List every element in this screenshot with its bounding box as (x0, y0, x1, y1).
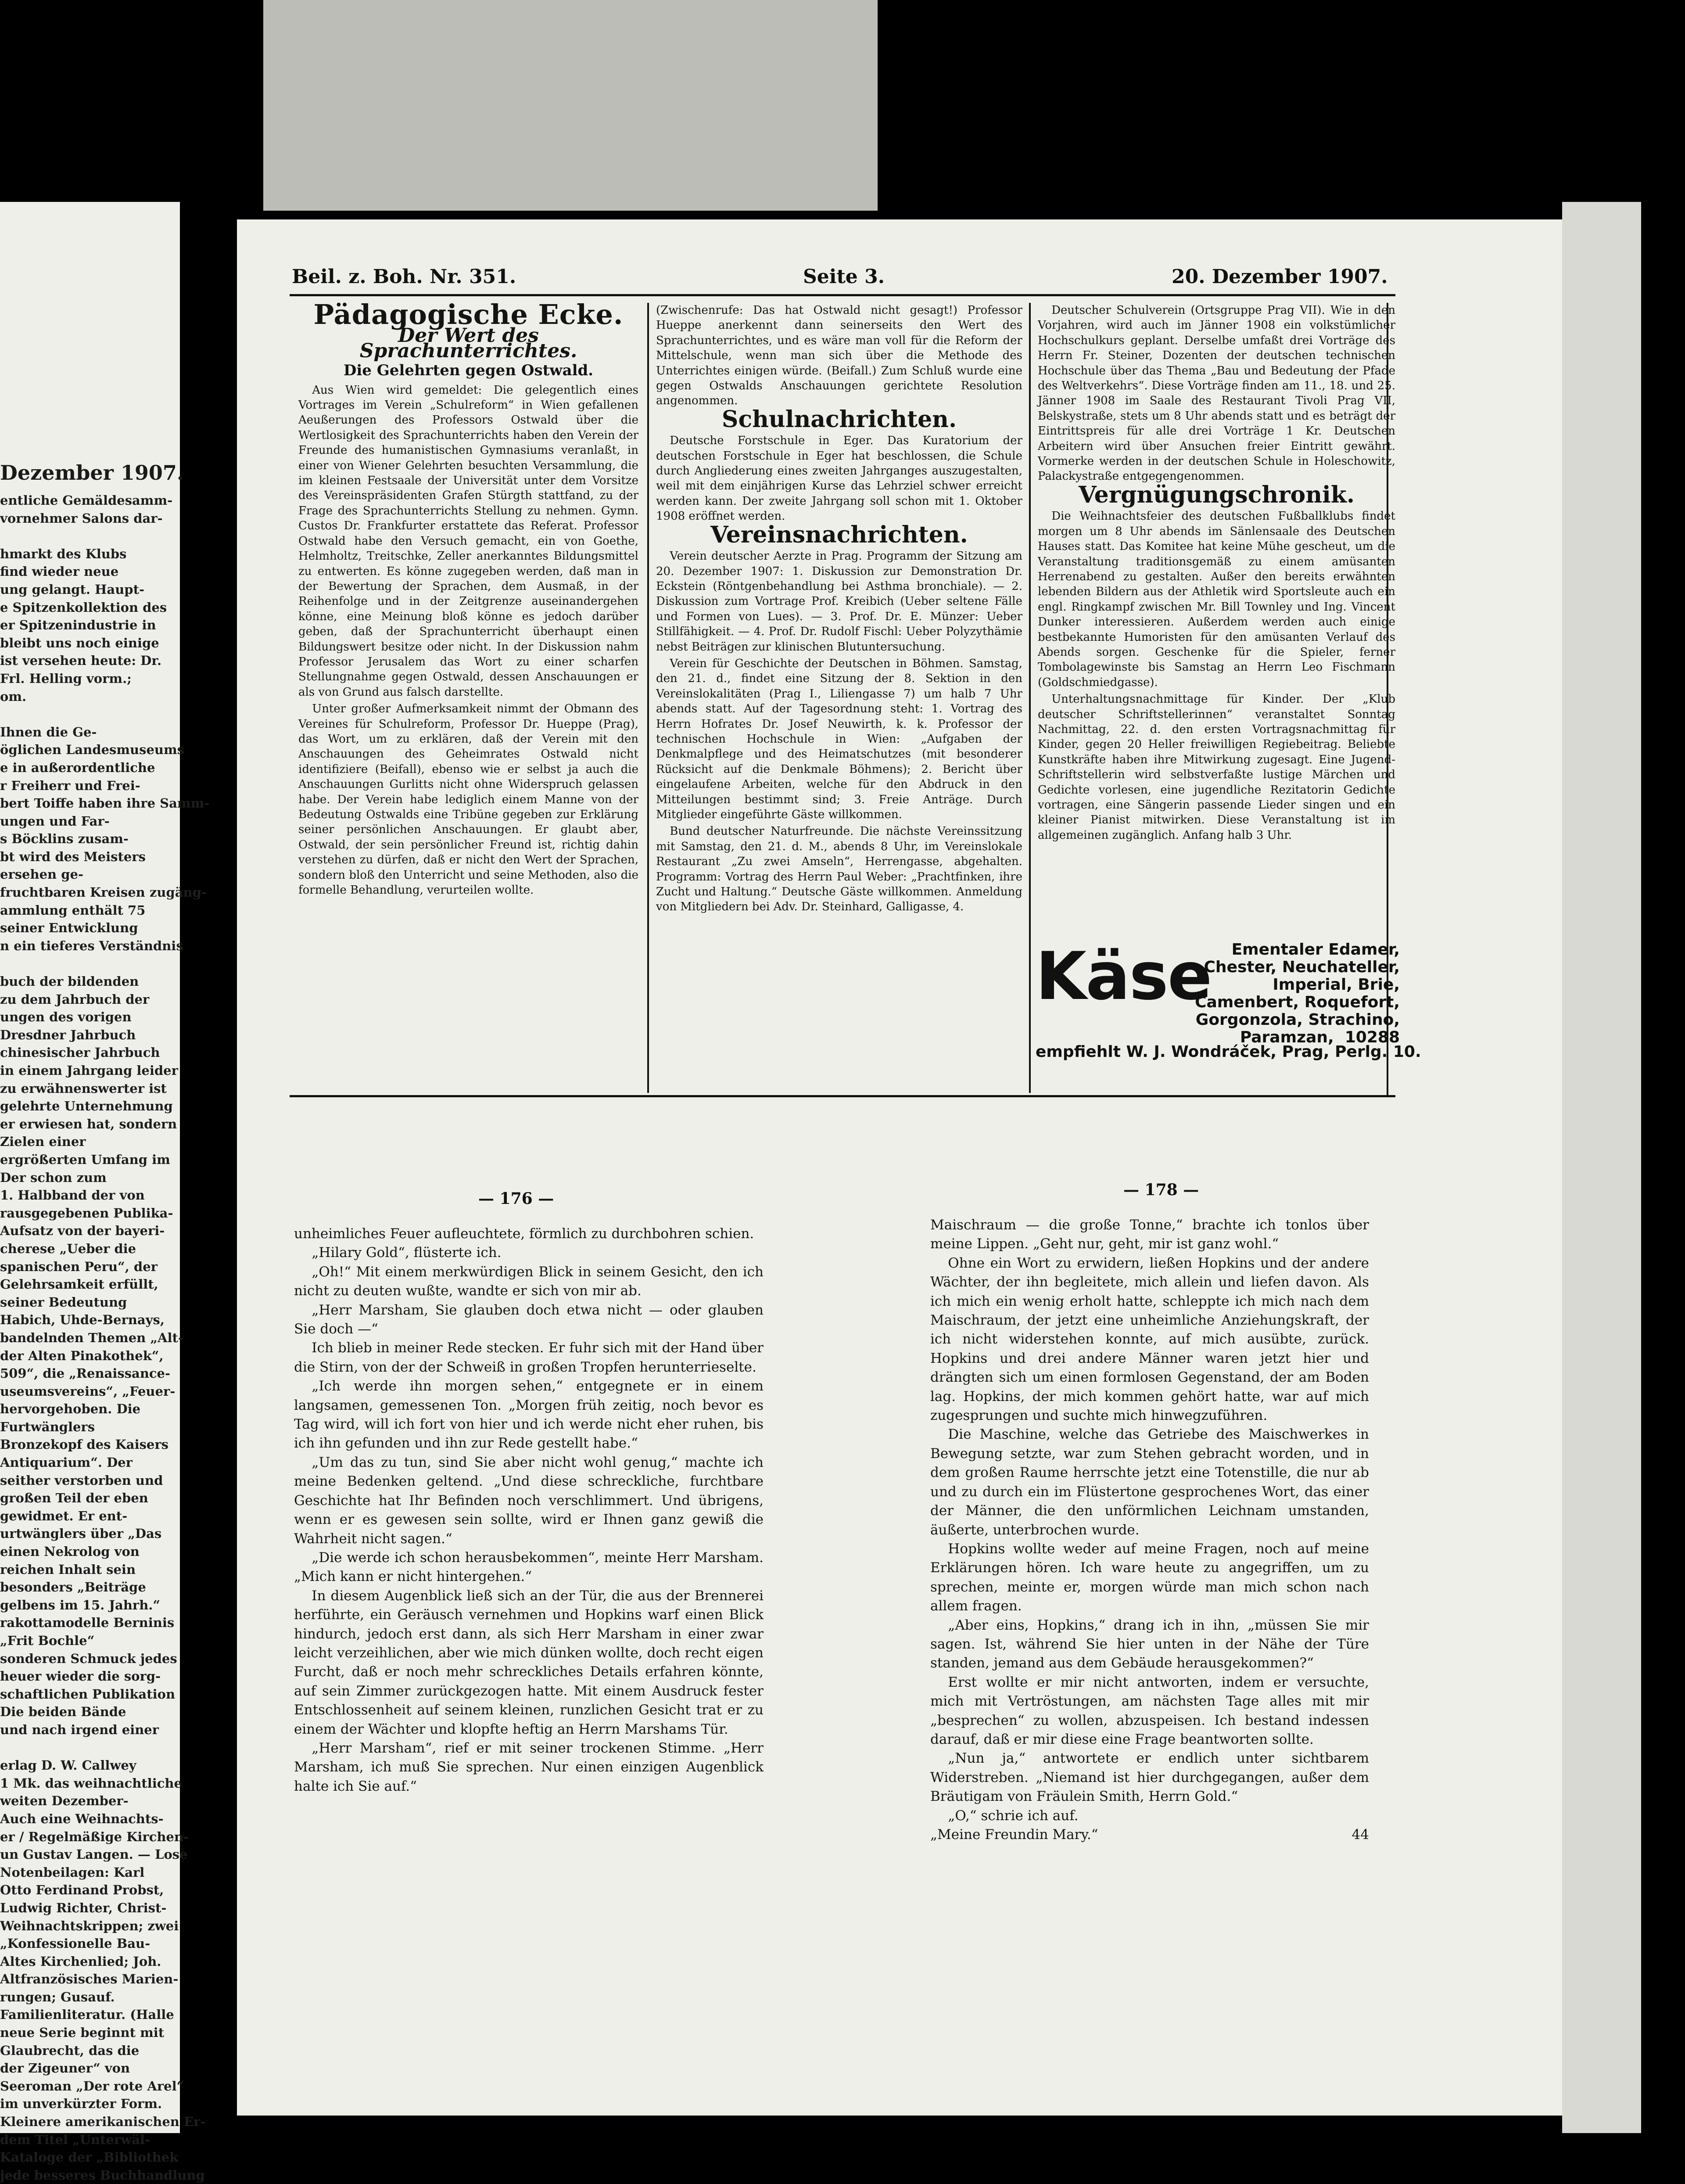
left-page-line: zu dem Jahrbuch der (0, 991, 150, 1007)
paragraph: Die Weihnachtsfeier des deutschen Fußballklubs findet morgen um 8 Uhr abends im Sänlensaale des Deutschen Hauses statt. Das Komitee hat keine Mühe gescheut, um die Veranstaltung traditionsgemäß zu einem amüsanten Herrenabend zu gestalten. Außer den bereits erwähnten lebenden Bildern aus der Athletik wird Sportsleute auch ein engl. Ringkampf zwischen Mr. Bill Townley und Ing. Vincent Dunker interessieren. Außerdem werden auch einige bestbekannte Humoristen für den amüsanten Verlauf des Abends sorgen. Geschenke für die Spieler, ferner Tombolagewinste bis Samstag an Herrn Leo Fischmann (Goldschmiedgasse). (1038, 510, 1395, 689)
left-page-line: gelehrte Unternehmung (0, 1099, 173, 1114)
paragraph: In diesem Augenblick ließ sich an der Tür, die aus der Brennerei herführte, ein Geräusch vernehmen und Hopkins warf einen Blick hindurch, jedoch erst dann, als sich Herr Marsham in einer zwar leicht verzeihlichen, aber wie mich dünken wollte, doch recht eigen Furcht, daß er noch mehr schreckliches Details erfahren könnte, auf sein Zimmer zurückgezogen hatte. Mit einem Ausdruck fester Entschlossenheit auf seinem kleinen, runzlichen Gesicht trat er zu einem der Wächter und klopfte heftig an Herrn Marshams Tür. (294, 1588, 764, 1737)
left-page-line: spanischen Peru“, der (0, 1259, 158, 1274)
paragraph: Deutsche Forstschule in Eger. Das Kuratorium der deutschen Forstschule in Eger hat beschlossen, die Schule durch Angliederung eines zweiten Jahrganges auszugestalten, weil mit dem einjährigen Kurse das Lehrziel schwer erreicht werden kann. Der zweite Jahrgang soll schon mit 1. Oktober 1908 eröffnet werden. (656, 434, 1022, 523)
paragraph: „Oh!“ Mit einem merkwürdigen Blick in seinem Gesicht, den ich nicht zu deuten wußte, wandte er sich von mir ab. (294, 1264, 764, 1299)
paragraph: (Zwischenrufe: Das hat Ostwald nicht gesagt!) Professor Hueppe anerkennt dann seinerseits den Wert des Sprachunterrichtes, und es wäre man voll für die Reform der Mittelschule, wenn man sich über die Methode des Unterrichtes einigen würde. (Beifall.) Zum Schluß wurde eine gegen Ostwalds Anschauungen gerichtete Resolution angenommen. (656, 304, 1022, 408)
left-page-line: Furtwänglers (0, 1419, 95, 1434)
left-page-line: rausgegebenen Publika- (0, 1205, 173, 1221)
left-page-line: find wieder neue (0, 564, 119, 579)
left-page-line: Frl. Helling vorm.; (0, 671, 132, 686)
section-title-school: Schulnachrichten. (721, 406, 957, 433)
left-page-line: ist versehen heute: Dr. (0, 653, 162, 668)
paragraph: „O,“ schrie ich auf. (948, 1807, 1079, 1824)
left-page-line: Weihnachtskrippen; zwei (0, 1918, 179, 1933)
left-page-line: in einem Jahrgang leider (0, 1063, 178, 1078)
left-page-line: und nach irgend einer (0, 1722, 159, 1737)
left-page-fragment (0, 202, 210, 2183)
scan-shadow-top (263, 0, 878, 211)
left-page-line (0, 955, 176, 973)
paragraph: „Hilary Gold“, flüsterte ich. (312, 1245, 502, 1261)
left-page-line: un Gustav Langen. — Lose (0, 1847, 188, 1862)
left-page-line: Auch eine Weihnachts- (0, 1811, 164, 1826)
left-page-line: heuer wieder die sorg- (0, 1669, 161, 1684)
left-page-line: der Zigeuner“ von (0, 2061, 130, 2076)
column-rule-2 (1029, 303, 1031, 1093)
paragraph: „Ich werde ihn morgen sehen,“ entgegnete er in einem langsamen, gemessenen Ton. „Morgen früh zeitig, noch bevor es Tag wird, will ich fort von hier und ich werde nicht eher ruhen, bis ich ihn gefunden und ihn zur Rede gestellt habe.“ (294, 1378, 764, 1451)
ad-item: Chester, Neuchateller, (1204, 958, 1400, 976)
header-rule (290, 294, 1395, 296)
paragraph: Die Maschine, welche das Getriebe des Maischwerkes in Bewegung setzte, war zum Stehen gebracht worden, und in dem großen Raume herrschte jetzt eine Totenstille, die nur ab und zu durch ein im Flüstertone gesprochenes Wort, das einer der Männer, die den unförmlichen Leichnam umstanden, äußerte, unterbrochen wurde. (930, 1426, 1369, 1538)
left-page-line: seiner Entwicklung (0, 920, 138, 936)
left-page-line (0, 705, 176, 723)
left-page-line: sonderen Schmuck jedes (0, 1651, 177, 1666)
paragraph: unheimliches Feuer aufleuchtete, förmlich zu durchbohren schien. (294, 1226, 754, 1242)
left-page-line: Dresdner Jahrbuch (0, 1027, 136, 1042)
left-page-line: Bronzekopf des Kaisers (0, 1437, 168, 1452)
left-page-line: hervorgehoben. Die (0, 1401, 141, 1417)
section-title-clubs: Vereinsnachrichten. (710, 521, 968, 548)
paragraph: Aus Wien wird gemeldet: Die gelegentlich eines Vortrages im Verein „Schulreform“ in Wien gefallenen Aeußerungen des Professors Ostwald über die Wertlosigkeit des Sprachunterrichts haben den Verein der Freunde des humanistischen Gymnasiums veranlaßt, in einer von Wiener Gelehrten besuchten Versammlung, die im kleinen Festsaale der Universität unter dem Vorsitze des Vereinspräsidenten Grafen Stürgth stattfand, zu der Frage des Sprachunterrichts Stellung zu nehmen. Gymn. Custos Dr. Frankfurter erstattete das Referat. Professor Ostwald habe den Versuch gemacht, ein von Goethe, Helmholtz, Treitschke, Zeller anerkanntes Bildungsmittel zu entwerten. Es könne zugegeben werden, daß man in der Bewertung der Sprachen, dem Ausmaß, in der Reihenfolge und in der Zeitgrenze auseinandergehen könne, eine Meinung bloß könne es jedoch darüber geben, daß der Sprachunterricht überhaupt einen Bildungswert besitze oder nicht. In der Diskussion nahm Professor Jerusalem das Wort zu einer scharfen Stellungnahme gegen Ostwald, dessen Anschauungen er als von Grund aus falsch darstellte. (298, 383, 638, 699)
left-page-line: e Spitzenkollektion des (0, 600, 167, 615)
left-page-line: entliche Gemäldesamm- (0, 493, 173, 508)
column-paedagogik (298, 298, 638, 1093)
left-page-line: bert Toiffe haben ihre Samm- (0, 796, 210, 811)
left-page-line: „Frit Bochle“ (0, 1633, 95, 1648)
left-page-line: bt wird des Meisters (0, 849, 146, 864)
left-page-header: Dezember 1907. (0, 461, 184, 485)
left-page-line: ungen des vorigen (0, 1009, 132, 1025)
column-news (656, 303, 1022, 1093)
left-page-line: reichen Inhalt sein (0, 1562, 136, 1577)
ad-item: Ementaler Edamer, (1231, 941, 1400, 959)
left-page-line: chinesischer Jahrbuch (0, 1045, 160, 1060)
paragraph: Deutscher Schulverein (Ortsgruppe Prag VII). Wie in den Vorjahren, wird auch im Jänner 1908 ein volkstümlicher Hochschulkurs geplant. Derselbe umfaßt drei Vorträge des Herrn Fr. Steiner, Dozenten der deutschen technischen Hochschule über das Thema „Bau und Bedeutung der Pfade des Weltverkehrs“. Diese Vorträge finden am 11., 18. und 25. Jänner 1908 im Saale des Restaurant Tivoli Prag VII, Belskystraße, stets um 8 Uhr abends statt und es beträgt der Eintrittspreis für alle drei Vorträge 1 Kr. Deutschen Arbeitern wird über Ansuchen freier Eintritt gewährt. Vormerke werden in der deutschen Schule in Holeschowitz, Palackystraße entgegengenommen. (1038, 304, 1395, 483)
left-page-line: Altfranzösisches Marien- (0, 1972, 179, 1987)
left-page-line: Aufsatz von der bayeri- (0, 1223, 165, 1239)
left-page-line: urtwänglers über „Das (0, 1526, 162, 1541)
page-header-right: 20. Dezember 1907. (1172, 266, 1388, 288)
left-page-line: bleibt uns noch einige (0, 635, 159, 650)
page-number-right: — 178 — (1123, 1181, 1199, 1199)
left-page-line: er Spitzenindustrie in (0, 618, 156, 633)
left-page-line: Seeroman „Der rote Arel“ (0, 2078, 184, 2094)
left-page-line: Ihnen die Ge- (0, 724, 97, 740)
paragraph: „Die werde ich schon herausbekommen“, meinte Herr Marsham. „Mich kann er nicht hintergehen.“ (294, 1549, 764, 1585)
left-page-line: großen Teil der eben (0, 1491, 148, 1506)
left-page-line: er / Regelmäßige Kirchen- (0, 1829, 189, 1844)
story-column-left (294, 1225, 764, 1909)
left-page-line: er erwiesen hat, sondern (0, 1116, 177, 1132)
left-page-line: n ein tieferes Verständnis (0, 938, 183, 953)
left-page-line (0, 527, 176, 545)
ad-code: 10288 (1344, 1028, 1400, 1046)
left-page-line: Gelehrsamkeit erfüllt, (0, 1277, 158, 1292)
left-page-line: der Alten Pinakothek“, (0, 1348, 164, 1363)
left-page-line: cherese „Ueber die (0, 1241, 136, 1256)
left-page-line: 509“, die „Renaissance- (0, 1366, 171, 1381)
paragraph: „Nun ja,“ antwortete er endlich unter sichtbarem Widerstreben. „Niemand ist hier durchgegangen, außer dem Bräutigam von Fräulein Smith, Herrn Gold.“ (930, 1750, 1369, 1805)
left-page-line: weiten Dezember- (0, 1793, 129, 1809)
paragraph: „Um das zu tun, sind Sie aber nicht wohl genug,“ machte ich meine Bedenken geltend. „Und diese schreckliche, furchtbare Geschichte hat Ihr Befinden noch verschlimmert. Und übrigens, wenn er es gewesen sein sollte, wird er Ihnen ganz gewiß die Wahrheit nicht sagen.“ (294, 1454, 764, 1547)
left-page-line: s Böcklins zusam- (0, 831, 129, 847)
paragraph: „Aber eins, Hopkins,“ drang ich in ihn, „müssen Sie mir sagen. Ist, während Sie hier unten in der Nähe der Türe standen, jemand aus dem Gebäude herausgekommen?“ (930, 1617, 1369, 1671)
page-header-left: Beil. z. Boh. Nr. 351. (292, 266, 516, 288)
article-title: Der Wert des Sprachunterrichtes. (359, 324, 577, 362)
paragraph: Verein deutscher Aerzte in Prag. Programm der Sitzung am 20. Dezember 1907: 1. Diskussion zur Demonstration Dr. Eckstein (Röntgenbehandlung bei Asthma bronchiale). — 2. Diskussion zum Vortrage Prof. Kreibich (Ueber seltene Fälle und Formen von Lues). — 3. Prof. Dr. E. Münzer: Ueber Stillfähigkeit. — 4. Prof. Dr. Rudolf Fischl: Ueber Polyzythämie nebst Beiträgen zur klinischen Blutuntersuchung. (656, 550, 1022, 654)
left-page-line: neue Serie beginnt mit (0, 2025, 165, 2040)
story-column-right (930, 1216, 1369, 1909)
left-page-line: vornehmer Salons dar- (0, 510, 163, 526)
page-mark: 44 (1352, 1827, 1369, 1843)
paragraph: „Herr Marsham, Sie glauben doch etwa nicht — oder glauben Sie doch —“ (294, 1302, 764, 1337)
left-page-line: om. (0, 689, 27, 704)
left-page-line: ammlung enthält 75 (0, 902, 146, 918)
left-page-line: Habich, Uhde-Bernays, (0, 1312, 165, 1328)
left-page-line: öglichen Landesmuseums (0, 742, 184, 758)
cheese-advertisement (1036, 938, 1421, 1071)
story-signature: „Meine Freundin Mary.“ (930, 1827, 1098, 1843)
left-page-line (0, 1739, 176, 1757)
left-page-line: gewidmet. Er ent- (0, 1508, 128, 1523)
left-page-line: erlag D. W. Callwey (0, 1758, 136, 1773)
left-page-line: Der schon zum (0, 1170, 107, 1185)
ad-vendor: empfiehlt W. J. Wondráček, Prag, Perlg. 10. (1036, 1043, 1421, 1061)
paragraph: Erst wollte er mir nicht antworten, indem er versuchte, mich mit Vertröstungen, am nächsten Tage alles mit mir „besprechen“ zu wollen, abzuspeisen. Ich bestand indessen darauf, daß er mir diese eine Frage beantworten sollte. (930, 1674, 1369, 1747)
ad-cheese-list (1167, 941, 1400, 1046)
paragraph: „Herr Marsham“, rief er mit seiner trockenen Stimme. „Herr Marsham, ich muß Sie sprechen. Nur einen einzigen Augenblick halte ich Sie auf.“ (294, 1740, 764, 1794)
left-page-line: ergrößerten Umfang im (0, 1152, 170, 1167)
left-page-line: bandelnden Themen „Alt- (0, 1330, 183, 1345)
left-page-line: Kataloge der „Bibliothek (0, 2150, 179, 2165)
page-number-left: — 176 — (478, 1189, 554, 1208)
left-page-line: seither verstorben und (0, 1473, 163, 1488)
ad-item: Gorgonzola, Strachino, (1195, 1011, 1400, 1029)
left-page-line: fruchtbaren Kreisen zugäng- (0, 885, 207, 900)
left-page-line: 1. Halbband der von (0, 1188, 145, 1203)
section-title-entertainment: Vergnügungschronik. (1079, 481, 1355, 508)
left-page-line: schaftlichen Publikation (0, 1686, 176, 1702)
left-page-line: seiner Bedeutung (0, 1294, 127, 1310)
left-page-line: ersehen ge- (0, 867, 83, 882)
left-page-line: e in außerordentliche (0, 760, 155, 775)
paragraph: Unter großer Aufmerksamkeit nimmt der Obmann des Vereines für Schulreform, Professor Dr. Hueppe (Prag), das Wort, um zu erklären, daß der Verein mit den Anschauungen des Geheimrates Ostwald nicht identifiziere (Beifall), ebenso wie er selbst ja auch die Anschauungen Gurlitts nicht ohne Widerspruch gelassen habe. Der Verein habe lediglich einem Manne von der Bedeutung Ostwalds eine Tribüne gegeben zur Erklärung seiner persönlichen Anschauungen. Er glaubt aber, Ostwald, der sein persönlicher Freund ist, richtig dahin verstehen zu dürfen, daß er nicht den Wert der Sprachen, sondern bloß den Unterricht und seine Methoden, also die formelle Behandlung, verurteilen wollte. (298, 702, 638, 897)
left-page-text (0, 492, 210, 2184)
left-page-line: Ludwig Richter, Christ- (0, 1900, 167, 1915)
left-page-line: besonders „Beiträge (0, 1580, 146, 1595)
left-page-line: Familienliteratur. (Halle (0, 2007, 174, 2022)
left-page-line: Otto Ferdinand Probst, (0, 1882, 164, 1898)
left-page-line: ung gelangt. Haupt- (0, 582, 145, 597)
ad-item: Camenbert, Roquefort, (1195, 993, 1400, 1011)
left-page-line: Glaubrecht, das die (0, 2043, 140, 2058)
left-page-line: r Freiherr und Frei- (0, 778, 140, 793)
scan-edge (1562, 202, 1641, 2133)
left-page-line: Zielen einer (0, 1134, 86, 1149)
left-page-line: einen Nekrolog von (0, 1544, 140, 1559)
column-rule-1 (647, 303, 649, 1093)
left-page-line: Notenbeilagen: Karl (0, 1864, 145, 1880)
left-page-line: useumsvereins“, „Feuer- (0, 1383, 176, 1399)
ad-headline: Käse (1036, 938, 1212, 1015)
left-page-line: „Konfessionelle Bau- (0, 1936, 151, 1951)
paragraph: Ich blieb in meiner Rede stecken. Er fuhr sich mit der Hand über die Stirn, von der der Schweiß in großen Tropfen herunterrieselte. (294, 1340, 764, 1375)
left-page-line: im unverkürzter Form. (0, 2096, 162, 2112)
paragraph: Ohne ein Wort zu erwidern, ließen Hopkins und der andere Wächter, der ihn begleitete, mich allein und liefen davon. Als ich mich ein wenig erholt hatte, schleppte ich mich nach dem Maischraum, der jetzt eine unheimliche Anziehungskraft, der ich nicht widerstehen konnte, auf mich ausübte, zurück. Hopkins und drei andere Männer waren jetzt hier und drängten sich um einen formlosen Gegenstand, der am Boden lag. Hopkins, der mich kommen gehört hatte, war auf mich zugesprungen und suchte mich hinwegzuführen. (930, 1255, 1369, 1424)
footer-rule (290, 1095, 1395, 1097)
paragraph: Verein für Geschichte der Deutschen in Böhmen. Samstag, den 21. d., findet eine Sitzung der 8. Sektion in den Vereinslokalitäten (Prag I., Liliengasse 7) um halb 7 Uhr abends statt. Auf der Tagesordnung steht: 1. Vortrag des Herrn Hofrates Dr. Josef Neuwirth, k. k. Professor der technischen Hochschule in Wien: „Aufgaben der Denkmalpflege und des Heimatschutzes (mit besonderer Rücksicht auf die Denkmale Böhmens); 2. Bericht über eingelaufene Arbeiten, welche für den Abdruck in den Mitteilungen bestimmt sind; 3. Freie Anträge. Durch Mitglieder eingeführte Gäste willkommen. (656, 657, 1022, 821)
left-page-line: zu erwähnenswerter ist (0, 1081, 167, 1096)
left-page-line: hmarkt des Klubs (0, 546, 127, 561)
section-title: Pädagogische Ecke. (313, 298, 624, 330)
paragraph: Bund deutscher Naturfreunde. Die nächste Vereinssitzung mit Samstag, den 21. d. M., abends 8 Uhr, im Vereinslokale Restaurant „Zu zwei Amseln“, Herrengasse, abgehalten. Programm: Vortrag des Herrn Paul Weber: „Prachtfinken, ihre Zucht und Haltung.“ Deutsche Gäste willkommen. Anmeldung von Mitgliedern bei Adv. Dr. Steinhard, Galligasse, 4. (656, 825, 1022, 914)
left-page-line: jede besseres Buchhandlung (0, 2167, 205, 2183)
paragraph: Maischraum — die große Tonne,“ brachte ich tonlos über meine Lippen. „Geht nur, geht, mir ist ganz wohl.“ (930, 1217, 1369, 1252)
left-page-line: buch der bildenden (0, 974, 139, 989)
article-subtitle: Die Gelehrten gegen Ostwald. (343, 362, 594, 380)
ad-item: Imperial, Brie, (1273, 976, 1400, 994)
left-page-line: ungen und Far- (0, 813, 110, 829)
ad-item: Paramzan, (1240, 1028, 1334, 1046)
left-page-line: dem Titel „Unterwäl- (0, 2132, 151, 2147)
left-page-line: 1 Mk. das weihnachtliche (0, 1775, 182, 1791)
left-page-line: Kleinere amerikanischen Er- (0, 2114, 206, 2130)
left-page-line: rungen; Gusauf. (0, 1989, 115, 2004)
left-page-line: gelbens im 15. Jahrh.“ (0, 1597, 161, 1613)
left-page-line: Die beiden Bände (0, 1704, 126, 1720)
paragraph: Hopkins wollte weder auf meine Fragen, noch auf meine Erklärungen hören. Ich ware heute zu angegriffen, um zu sprechen, meinte er, morgen würde man mich schon nach allem fragen. (930, 1541, 1369, 1614)
left-page-line: Antiquarium“. Der (0, 1455, 133, 1470)
paragraph: Unterhaltungsnachmittage für Kinder. Der „Klub deutscher Schriftstellerinnen“ veranstaltet Sonntag Nachmittag, 22. d. den ersten Vortragsnachmittag für Kinder, gegen 20 Heller freiwilligen Regiebeitrag. Beliebte Kunstkräfte haben ihre Mitwirkung zugesagt. Eine Jugend-Schriftstellerin wird selbstverfaßte lustige Märchen und Gedichte vorlesen, eine jugendliche Rezitatorin Gedichte vortragen, eine Sängerin passende Lieder singen und ein kleiner Pianist mitwirken. Diese Veranstaltung ist im allgemeinen zugänglich. Anfang halb 3 Uhr. (1038, 693, 1395, 842)
page-header-center: Seite 3. (803, 266, 885, 288)
left-page-line: rakottamodelle Berninis (0, 1615, 175, 1631)
left-page-line: Altes Kirchenlied; Joh. (0, 1954, 161, 1969)
column-entertainment (1038, 303, 1395, 930)
